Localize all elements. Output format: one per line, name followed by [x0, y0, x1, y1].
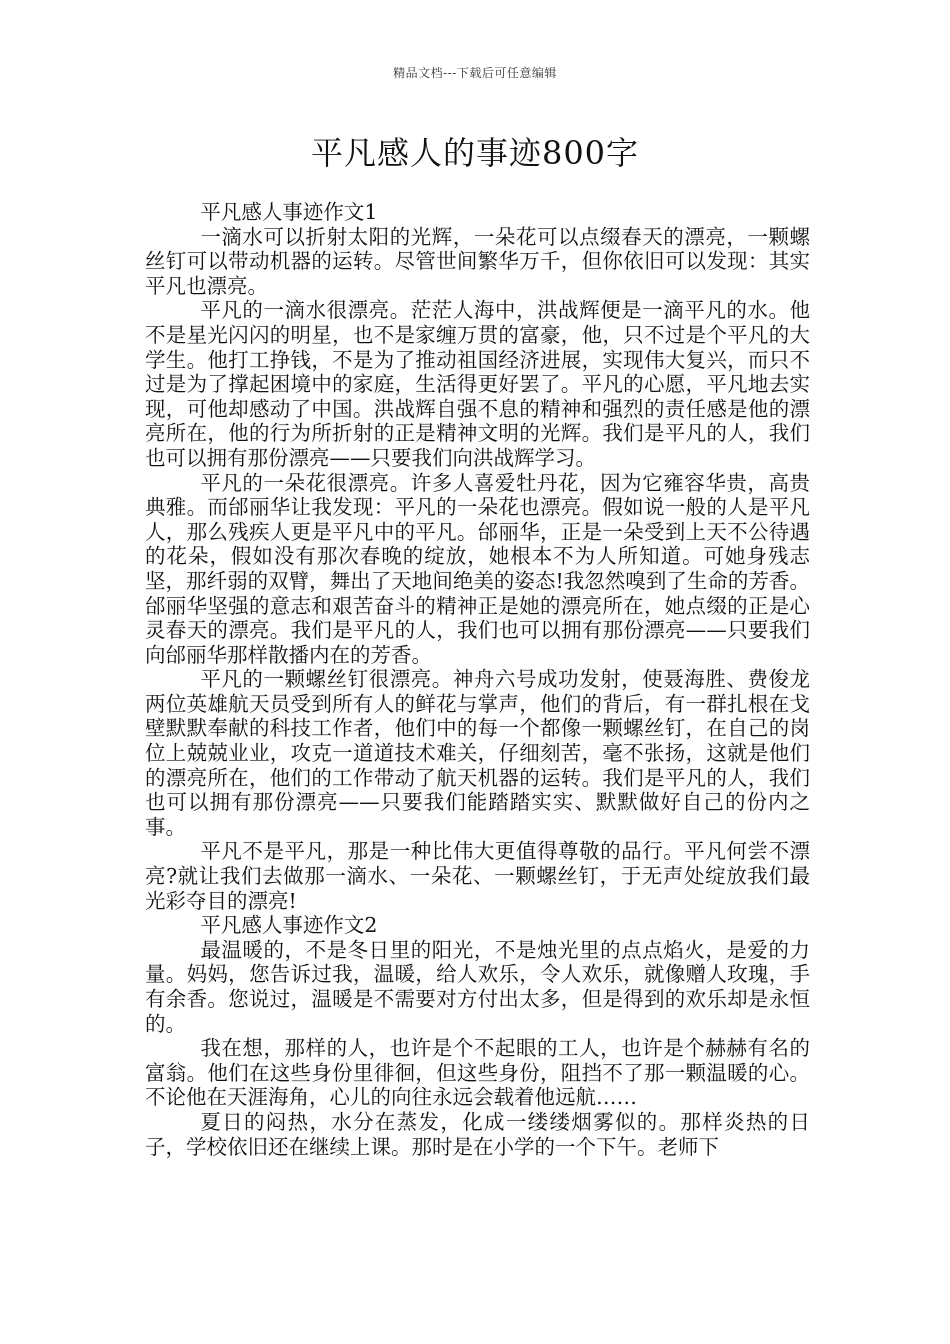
paragraph: 最温暖的，不是冬日里的阳光，不是烛光里的点点焰火，是爱的力量。妈妈，您告诉过我，温暖，给人欢乐，令人欢乐，就像赠人玫瑰，手有余香。您说过，温暖是不需要对方付出太多，但是得到的欢乐却是永恒的。	[145, 937, 810, 1036]
header-note: 精品文档---下载后可任意编辑	[393, 66, 557, 80]
paragraph: 平凡的一颗螺丝钉很漂亮。神舟六号成功发射，使聂海胜、费俊龙两位英雄航天员受到所有人的鲜花与掌声，他们的背后，有一群扎根在戈壁默默奉献的科技工作者，他们中的每一个都像一颗螺丝钉，在自己的岗位上兢兢业业，攻克一道道技术难关，仔细刻苦，毫不张扬，这就是他们的漂亮所在，他们的工作带动了航天机器的运转。我们是平凡的人，我们也可以拥有那份漂亮——只要我们能踏踏实实、默默做好自己的份内之事。	[145, 667, 810, 839]
document-body	[145, 200, 810, 1159]
paragraph: 夏日的闷热，水分在蒸发，化成一缕缕烟雾似的。那样炎热的日子，学校依旧还在继续上课。那时是在小学的一个下午。老师下	[145, 1109, 810, 1159]
document-title: 平凡感人的事迹800字	[310, 134, 640, 172]
paragraph: 平凡的一朵花很漂亮。许多人喜爱牡丹花，因为它雍容华贵，高贵典雅。而邰丽华让我发现：平凡的一朵花也漂亮。假如说一般的人是平凡人，那么残疾人更是平凡中的平凡。邰丽华，正是一朵受到上天不公待遇的花朵，假如没有那次春晚的绽放，她根本不为人所知道。可她身残志坚，那纤弱的双臂，舞出了天地间绝美的姿态!我忽然嗅到了生命的芳香。邰丽华坚强的意志和艰苦奋斗的精神正是她的漂亮所在，她点缀的正是心灵春天的漂亮。我们是平凡的人，我们也可以拥有那份漂亮——只要我们向邰丽华那样散播内在的芳香。	[145, 470, 810, 667]
paragraph: 平凡不是平凡，那是一种比伟大更值得尊敬的品行。平凡何尝不漂亮?就让我们去做那一滴水、一朵花、一颗螺丝钉，于无声处绽放我们最光彩夺目的漂亮!	[145, 839, 810, 913]
paragraph: 一滴水可以折射太阳的光辉，一朵花可以点缀春天的漂亮，一颗螺丝钉可以带动机器的运转。尽管世间繁华万千，但你依旧可以发现：其实平凡也漂亮。	[145, 224, 810, 298]
paragraph: 我在想，那样的人，也许是个不起眼的工人，也许是个赫赫有名的富翁。他们在这些身份里徘徊，但这些身份，阻挡不了那一颗温暖的心。不论他在天涯海角，心儿的向往永远会载着他远航……	[145, 1036, 810, 1110]
section-heading-1: 平凡感人事迹作文1	[200, 200, 378, 224]
section-heading-2: 平凡感人事迹作文2	[200, 913, 378, 938]
paragraph: 平凡的一滴水很漂亮。茫茫人海中，洪战辉便是一滴平凡的水。他不是星光闪闪的明星，也不是家缠万贯的富豪，他，只不过是个平凡的大学生。他打工挣钱，不是为了推动祖国经济进展，实现伟大复兴，而只不过是为了撑起困境中的家庭，生活得更好罢了。平凡的心愿，平凡地去实现，可他却感动了中国。洪战辉自强不息的精神和强烈的责任感是他的漂亮所在，他的行为所折射的正是精神文明的光辉。我们是平凡的人，我们也可以拥有那份漂亮——只要我们向洪战辉学习。	[145, 298, 810, 470]
